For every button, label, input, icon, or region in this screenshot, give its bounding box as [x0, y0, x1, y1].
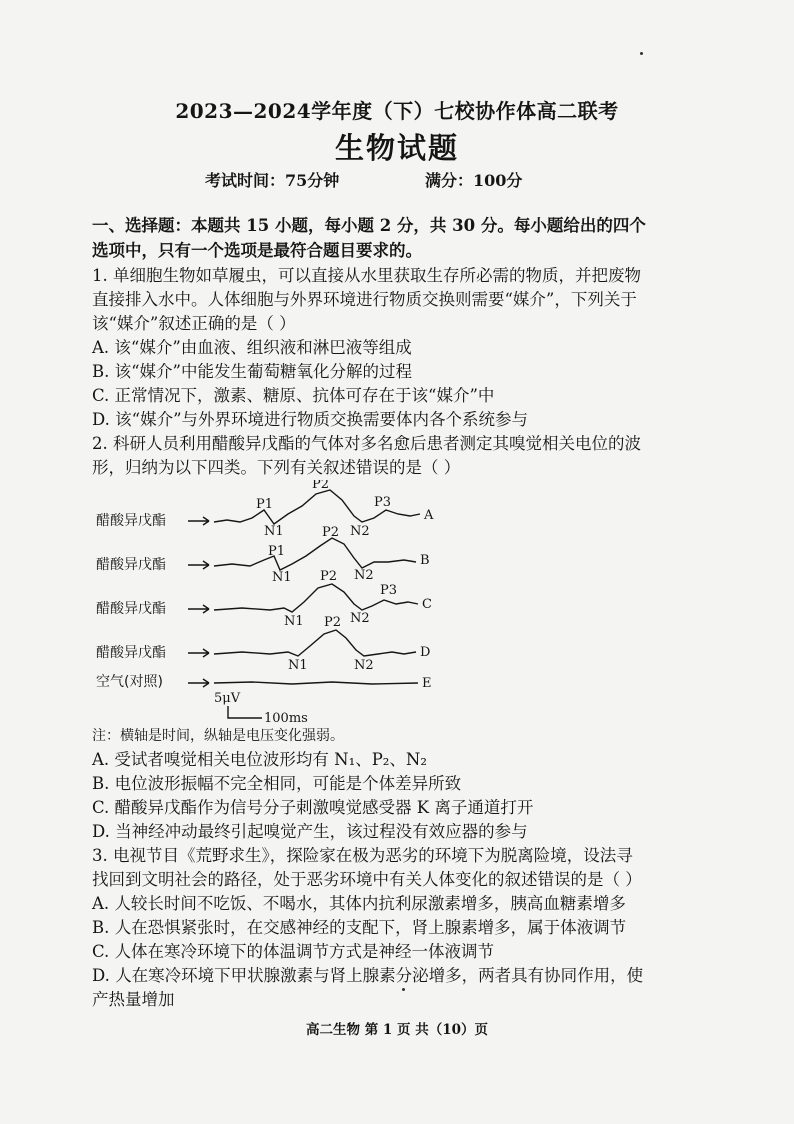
scale-time-label: 100ms	[264, 711, 308, 726]
option-c: C. 人体在寒冷环境下的体温调节方式是神经一体液调节	[92, 942, 495, 961]
exam-time: 考试时间：75分钟	[205, 171, 340, 190]
arrow-c	[188, 605, 209, 613]
subject-title: 生物试题	[334, 131, 459, 165]
question-stem: 找回到文明社会的路径，处于恶劣环境中有关人体变化的叙述错误的是（ ）	[92, 870, 642, 889]
peak-label: P2	[324, 615, 342, 630]
stimulus-label-d: 醋酸异戊酯	[96, 645, 166, 661]
trace-letter-c: C	[422, 597, 432, 612]
olfactory-potential-figure	[92, 480, 452, 730]
trace-letter-d: D	[420, 645, 431, 660]
option-a: A. 受试者嗅觉相关电位波形均有 N₁、P₂、N₂	[92, 750, 427, 769]
question-stem: 2. 科研人员利用醋酸异戊酯的气体对多名愈后患者测定其嗅觉相关电位的波	[92, 434, 641, 453]
figure-note: 注：横轴是时间，纵轴是电压变化强弱。	[92, 728, 344, 744]
exam-title: 2023—2024学年度（下）七校协作体高二联考	[175, 99, 619, 123]
scan-speck	[402, 988, 405, 991]
question-stem: 直接排入水中。人体细胞与外界环境进行物质交换则需要“媒介”，下列关于	[92, 290, 637, 309]
option-b: B. 人在恐惧紧张时，在交感神经的支配下，肾上腺素增多，属于体液调节	[92, 918, 627, 937]
option-d-continued: 产热量增加	[92, 990, 175, 1009]
arrow-b	[188, 561, 209, 569]
peak-label: N1	[288, 658, 308, 673]
peak-label: P2	[312, 480, 330, 492]
option-a: A. 该“媒介”由血液、组织液和淋巴液等组成	[92, 338, 412, 357]
waveform-diagram	[92, 480, 452, 730]
question-stem: 该“媒介”叙述正确的是（ ）	[92, 314, 296, 333]
page-footer: 高二生物 第 1 页 共（10）页	[306, 1022, 488, 1038]
option-b: B. 该“媒介”中能发生葡萄糖氧化分解的过程	[92, 362, 412, 381]
instruction-line: 选项中，只有一个选项是最符合题目要求的。	[92, 241, 422, 260]
question-stem: 3. 电视节目《荒野求生》，探险家在极为恶劣的环境下为脱离险境，设法寻	[92, 846, 633, 865]
option-c: C. 正常情况下，激素、糖原、抗体可存在于该“媒介”中	[92, 386, 495, 405]
option-d: D. 当神经冲动最终引起嗅觉产生，该过程没有效应器的参与	[92, 822, 528, 841]
peak-label: N2	[350, 611, 370, 626]
option-b: B. 电位波形振幅不完全相同，可能是个体差异所致	[92, 774, 462, 793]
stimulus-label-a: 醋酸异戊酯	[96, 513, 166, 529]
peak-label: N2	[354, 568, 374, 583]
arrow-d	[188, 649, 209, 657]
peak-label: N2	[350, 524, 370, 539]
stimulus-label-c: 醋酸异戊酯	[96, 601, 166, 617]
peak-label: P3	[380, 583, 398, 598]
peak-label: N1	[272, 570, 292, 585]
stimulus-label-control: 空气(对照)	[96, 674, 163, 690]
peak-label: P1	[256, 497, 274, 512]
scale-bar	[228, 706, 262, 718]
trace-letter-a: A	[424, 508, 434, 523]
peak-label: N1	[284, 614, 304, 629]
peak-label: P3	[374, 495, 392, 510]
trace-letter-e: E	[422, 676, 432, 691]
peak-label: N2	[354, 658, 374, 673]
scan-speck	[640, 52, 643, 55]
option-d: D. 该“媒介”与外界环境进行物质交换需要体内各个系统参与	[92, 410, 529, 429]
scale-voltage-label: 5μV	[214, 691, 241, 706]
option-a: A. 人较长时间不吃饭、不喝水，其体内抗利尿激素增多，胰高血糖素增多	[92, 894, 626, 913]
arrow-control	[188, 679, 209, 687]
trace-d	[214, 630, 416, 656]
option-c: C. 醋酸异戊酯作为信号分子刺激嗅觉感受器 K 离子通道打开	[92, 798, 534, 817]
peak-label: P1	[268, 544, 286, 559]
peak-label: P2	[322, 525, 340, 540]
full-score: 满分：100分	[425, 171, 523, 190]
arrow-a	[188, 517, 209, 525]
trace-letter-b: B	[420, 553, 430, 568]
peak-label: N1	[264, 524, 284, 539]
instruction-line: 一、选择题：本题共 15 小题，每小题 2 分，共 30 分。每小题给出的四个	[92, 216, 646, 235]
stimulus-label-b: 醋酸异戊酯	[96, 557, 166, 573]
option-d: D. 人在寒冷环境下甲状腺激素与肾上腺素分泌增多，两者具有协同作用，使	[92, 966, 644, 985]
question-stem: 1. 单细胞生物如草履虫，可以直接从水里获取生存所必需的物质，并把废物	[92, 266, 641, 285]
trace-b	[214, 538, 416, 570]
trace-e	[214, 682, 418, 684]
question-stem: 形，归纳为以下四类。下列有关叙述错误的是（ ）	[92, 458, 461, 477]
peak-label: P2	[320, 569, 338, 584]
